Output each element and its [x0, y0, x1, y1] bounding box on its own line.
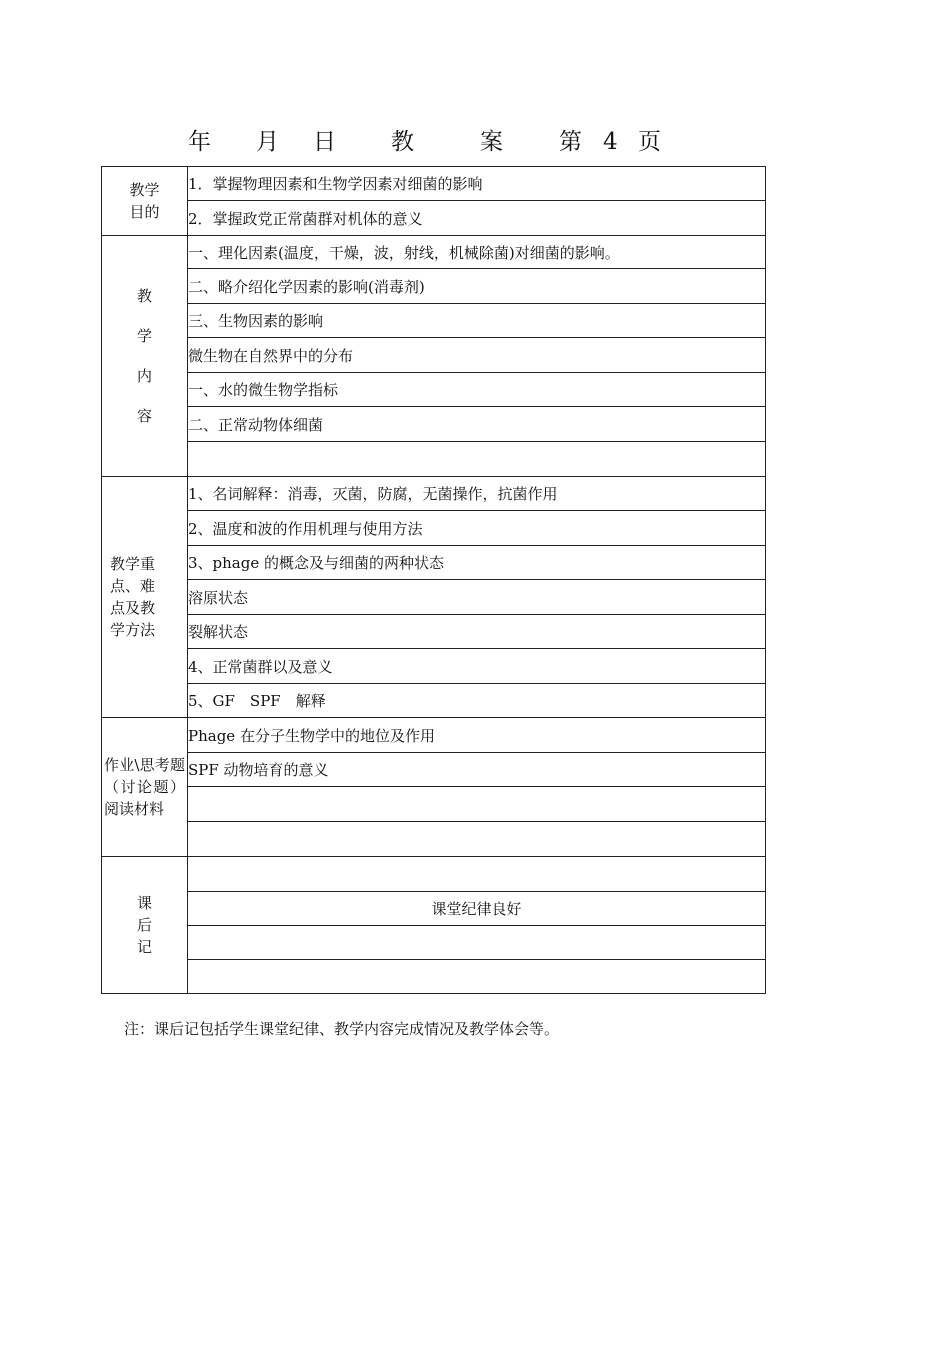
table-row [102, 236, 766, 269]
header-an: 案 [480, 129, 503, 155]
keypoint-row: 3、phage 的概念及与细菌的两种状态 [188, 546, 766, 580]
content-row: 三、生物因素的影响 [188, 304, 766, 338]
header-di: 第 [559, 129, 582, 155]
homework-row-empty [188, 787, 766, 822]
keypoint-row: 4、正常菌群以及意义 [188, 649, 766, 684]
header-day: 日 [313, 129, 336, 155]
table-row [102, 857, 766, 892]
header-ye: 页 [638, 129, 661, 155]
keypoint-row: 溶原状态 [188, 580, 766, 615]
objectives-label-cell [102, 167, 188, 236]
table-row [102, 892, 766, 926]
content-row: 一、水的微生物学指标 [188, 373, 766, 407]
table-row [102, 442, 766, 477]
table-row [102, 822, 766, 857]
table-row [102, 787, 766, 822]
table-row [102, 304, 766, 338]
page-header [188, 124, 668, 160]
objective-row: 1．掌握物理因素和生物学因素对细菌的影响 [188, 167, 766, 201]
table-row [102, 511, 766, 546]
afterclass-label-char: 课 [136, 894, 152, 912]
keypoint-row: 2、温度和波的作用机理与使用方法 [188, 511, 766, 546]
keypoints-label-cell [102, 477, 188, 718]
table-row [102, 201, 766, 236]
table-row [102, 546, 766, 580]
keypoint-row: 裂解状态 [188, 615, 766, 649]
content-row: 二、正常动物体细菌 [188, 407, 766, 442]
table-row [102, 269, 766, 304]
homework-row-empty [188, 822, 766, 857]
content-row-empty [188, 442, 766, 477]
table-row [102, 477, 766, 511]
afterclass-label-cell [102, 857, 188, 994]
homework-label: 作业\思考题（讨论题）阅读材料 [104, 756, 185, 818]
content-label [102, 276, 187, 436]
header-month: 月 [256, 129, 279, 155]
content-label-char: 学 [136, 327, 152, 345]
content-label-char: 教 [136, 287, 152, 305]
table-row [102, 580, 766, 615]
afterclass-label-char: 记 [136, 938, 152, 956]
header-year: 年 [188, 129, 211, 155]
homework-row: Phage 在分子生物学中的地位及作用 [188, 718, 766, 753]
keypoints-label: 教学重点、难点及教学方法 [110, 555, 156, 639]
afterclass-label [102, 892, 187, 958]
table-row [102, 407, 766, 442]
header-jiao: 教 [391, 129, 414, 155]
content-row: 一、理化因素(温度，干燥，波，射线，机械除菌)对细菌的影响。 [188, 236, 766, 269]
table-row [102, 684, 766, 718]
table-row [102, 649, 766, 684]
table-row [102, 338, 766, 373]
lesson-plan-table [101, 166, 766, 994]
table-row [102, 373, 766, 407]
afterclass-row-empty [188, 857, 766, 892]
afterclass-row-empty [188, 926, 766, 960]
objective-row: 2．掌握政党正常菌群对机体的意义 [188, 201, 766, 236]
table-row [102, 167, 766, 201]
table-row [102, 753, 766, 787]
afterclass-row: 课堂纪律良好 [188, 892, 766, 926]
content-row: 二、略介绍化学因素的影响(消毒剂) [188, 269, 766, 304]
afterclass-label-char: 后 [136, 916, 152, 934]
content-label-cell [102, 236, 188, 477]
keypoint-row: 5、GF SPF 解释 [188, 684, 766, 718]
homework-row: SPF 动物培育的意义 [188, 753, 766, 787]
footnote: 注：课后记包括学生课堂纪律、教学内容完成情况及教学体会等。 [124, 1020, 560, 1038]
table-row [102, 615, 766, 649]
table-row [102, 926, 766, 960]
table-row [102, 718, 766, 753]
header-page-number: 4 [603, 129, 618, 155]
homework-label-cell [102, 718, 188, 857]
content-label-char: 内 [136, 367, 152, 385]
afterclass-row-empty [188, 960, 766, 994]
content-label-char: 容 [136, 407, 152, 425]
keypoint-row: 1、名词解释：消毒，灭菌，防腐，无菌操作，抗菌作用 [188, 477, 766, 511]
table-row [102, 960, 766, 994]
content-row: 微生物在自然界中的分布 [188, 338, 766, 373]
objectives-label: 教学目的 [129, 181, 160, 221]
